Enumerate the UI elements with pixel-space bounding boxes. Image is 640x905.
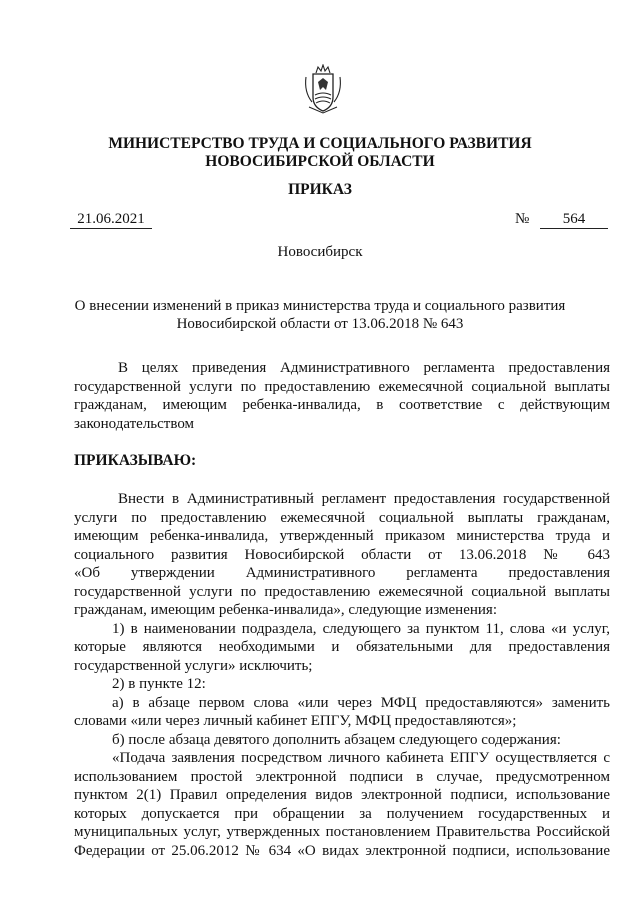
body-line: Внести в Административный регламент предоставления государственной bbox=[118, 491, 610, 507]
body-line: имеющим ребенка-инвалида, утвержденный приказом министерства труда и bbox=[74, 528, 610, 544]
body-line: гражданам, имеющим ребенка-инвалида», следующие изменения: bbox=[74, 602, 497, 618]
body-line: 1) в наименовании подраздела, следующего за пунктом 11, слова «и услуг, bbox=[112, 620, 610, 637]
order-date: 21.06.2021 bbox=[70, 210, 152, 229]
document-type-title: ПРИКАЗ bbox=[288, 181, 352, 198]
body-line: которых допускается при обращении за получением государственных и bbox=[74, 805, 610, 822]
body-line: использованием простой электронной подписи в случае, предусмотренном bbox=[74, 768, 610, 785]
body-line: словами «или через личный кабинет ЕПГУ, МФЦ предоставляются»; bbox=[74, 713, 517, 729]
ministry-name bbox=[0, 135, 640, 171]
body-line: пунктом 2(1) Правил определения видов электронной подписи, использование bbox=[74, 787, 610, 803]
body-line: а) в абзаце первом слова «или через МФЦ предоставляются» заменить bbox=[112, 694, 610, 711]
preamble-line: государственной услуги по предоставлению ежемесячной социальной выплаты bbox=[74, 378, 610, 395]
order-body bbox=[74, 490, 610, 860]
preamble-line: гражданам, имеющим ребенка-инвалида, в соответствие с действующим bbox=[74, 397, 610, 413]
order-subject bbox=[0, 297, 640, 333]
body-line: муниципальных услуг, утвержденных постановлением Правительства Российской bbox=[74, 824, 610, 840]
preamble-paragraph bbox=[74, 359, 610, 433]
body-line: услуги по предоставлению ежемесячной социальной выплаты гражданам, bbox=[74, 509, 610, 526]
subject-line: Новосибирской области от 13.06.2018 № 643 bbox=[176, 316, 464, 332]
subject-line: О внесении изменений в приказ министерства труда и социального развития bbox=[74, 298, 566, 314]
body-line: 2) в пункте 12: bbox=[112, 676, 206, 692]
number-sign: № bbox=[515, 211, 530, 227]
body-line: «Подача заявления посредством личного кабинета ЕПГУ осуществляется с bbox=[112, 750, 610, 766]
body-line: социального развития Новосибирской области от 13.06.2018 № 643 bbox=[74, 546, 610, 563]
decree-heading: ПРИКАЗЫВАЮ: bbox=[74, 452, 197, 469]
body-line: государственной услуги» исключить; bbox=[74, 657, 313, 674]
ministry-line: НОВОСИБИРСКОЙ ОБЛАСТИ bbox=[205, 153, 435, 170]
coat-of-arms-emblem bbox=[303, 64, 343, 114]
preamble-line: В целях приведения Административного регламента предоставления bbox=[118, 360, 610, 376]
ministry-line: МИНИСТЕРСТВО ТРУДА И СОЦИАЛЬНОГО РАЗВИТИЯ bbox=[108, 135, 532, 152]
body-line: б) после абзаца девятого дополнить абзацем следующего содержания: bbox=[112, 731, 561, 748]
preamble-line: законодательством bbox=[74, 415, 195, 432]
body-line: которые являются необходимыми и обязательными для предоставления bbox=[74, 639, 610, 655]
body-line: государственной услуги по предоставлению ежемесячной социальной выплаты bbox=[74, 583, 610, 600]
body-line: Федерации от 25.06.2012 № 634 «О видах электронной подписи, использование bbox=[74, 842, 610, 859]
order-number: 564 bbox=[540, 210, 608, 229]
body-line: «Об утверждении Административного регламента предоставления bbox=[74, 565, 610, 581]
city-name: Новосибирск bbox=[277, 244, 363, 260]
